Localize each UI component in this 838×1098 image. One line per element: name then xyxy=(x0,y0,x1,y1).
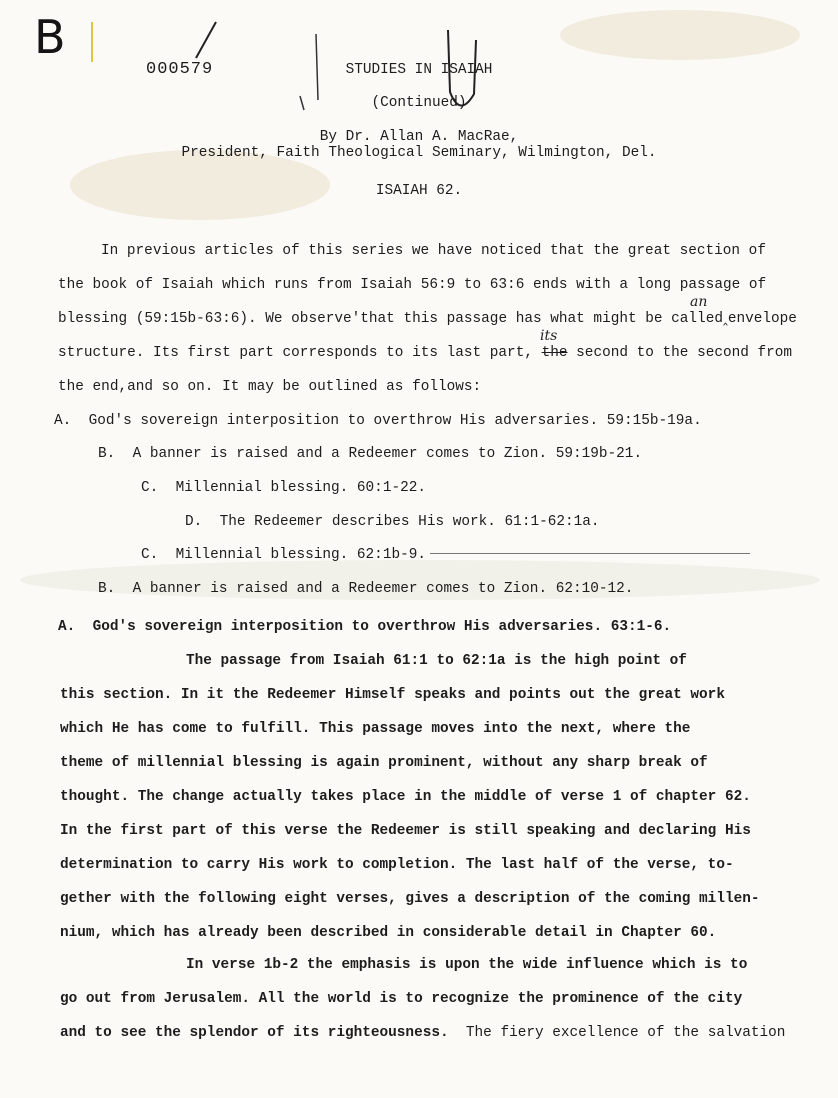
body-line: The passage from Isaiah 61:1 to 62:1a is the high point of xyxy=(186,653,687,669)
author-affiliation: President, Faith Theological Seminary, Wilmington, Del. xyxy=(181,145,657,161)
author-byline: By Dr. Allan A. MacRae, xyxy=(319,129,519,145)
outline-text: Millennial blessing. 60:1-22. xyxy=(175,480,427,496)
intro-line-4-part-a: structure. Its first part corresponds to its last part, xyxy=(58,345,533,361)
outline-item-a1 xyxy=(54,414,702,428)
handwritten-insert-its: its xyxy=(540,328,558,344)
handwritten-insert-an: an xyxy=(690,294,708,310)
caret-mark: ‸ xyxy=(722,311,728,327)
intro-line-4-part-b: second to the second from xyxy=(576,345,793,361)
document-number: 000579 xyxy=(146,60,214,79)
outline-text: Millennial blessing. 62:1b-9. xyxy=(175,547,427,563)
outline-label: C. xyxy=(141,547,159,563)
body-line: determination to carry His work to completion. The last half of the verse, to- xyxy=(60,857,734,873)
outline-item-d xyxy=(185,515,600,529)
chapter-heading: ISAIAH 62. xyxy=(375,183,463,199)
body-line-last-bold: and to see the splendor of its righteousness. xyxy=(60,1025,449,1041)
body-line: go out from Jerusalem. All the world is to recognize the prominence of the city xyxy=(60,991,743,1007)
body-line: gether with the following eight verses, gives a description of the coming millen- xyxy=(60,891,760,907)
intro-line-3-part-c: envelope xyxy=(727,311,797,327)
outline-label: B. xyxy=(98,446,116,462)
body-line: theme of millennial blessing is again prominent, without any sharp break of xyxy=(60,755,708,771)
struck-word: the xyxy=(541,345,568,361)
outline-label: C. xyxy=(141,480,159,496)
handwritten-corner-letter: B xyxy=(34,10,66,64)
body-line: nium, which has already been described in considerable detail in Chapter 60. xyxy=(60,925,717,941)
intro-line-5: the end,and so on. It may be outlined as follows: xyxy=(58,379,482,395)
outline-label: A. xyxy=(58,619,76,635)
outline-text: The Redeemer describes His work. 61:1-62:1a. xyxy=(219,514,600,530)
body-line: thought. The change actually takes place in the middle of verse 1 of chapter 62. xyxy=(60,789,751,805)
intro-line-3-part-a: blessing (59:15b-63:6). We observe xyxy=(58,311,352,327)
article-title: STUDIES IN ISAIAH xyxy=(345,62,493,78)
outline-item-b1 xyxy=(98,447,642,461)
intro-line-2: the book of Isaiah which runs from Isaiah 56:9 to 63:6 ends with a long passage of xyxy=(58,277,767,293)
outline-text: A banner is raised and a Redeemer comes to Zion. 59:19b-21. xyxy=(132,446,643,462)
outline-item-c1 xyxy=(141,481,426,495)
outline-label: D. xyxy=(185,514,203,530)
intro-line-3-part-b: that this passage has what might be called xyxy=(360,311,723,327)
intro-line-1: In previous articles of this series we have noticed that the great section of xyxy=(101,243,766,259)
outline-item-a2 xyxy=(58,620,671,634)
body-line: this section. In it the Redeemer Himself speaks and points out the great work xyxy=(60,687,725,703)
body-line-last-tail: The fiery excellence of the salvation xyxy=(465,1025,786,1041)
body-line: In verse 1b-2 the emphasis is upon the wide influence which is to xyxy=(186,957,748,973)
pencil-line xyxy=(430,553,750,554)
intro-line-4 xyxy=(58,346,792,360)
outline-label: A. xyxy=(54,413,72,429)
intro-line-3 xyxy=(58,312,797,326)
outline-text: God's sovereign interposition to overthrow His adversaries. 63:1-6. xyxy=(92,619,672,635)
body-line: which He has come to fulfill. This passage moves into the next, where the xyxy=(60,721,691,737)
outline-text: God's sovereign interposition to overthrow His adversaries. 59:15b-19a. xyxy=(88,413,702,429)
caret-mark: ′ xyxy=(351,311,361,327)
outline-text: A banner is raised and a Redeemer comes to Zion. 62:10-12. xyxy=(132,581,634,597)
outline-item-b2 xyxy=(98,582,633,596)
outline-item-c2 xyxy=(141,548,426,562)
article-subtitle: (Continued) xyxy=(371,95,467,111)
outline-label: B. xyxy=(98,581,116,597)
body-line: In the first part of this verse the Redeemer is still speaking and declaring His xyxy=(60,823,751,839)
body-line-last xyxy=(60,1026,785,1040)
